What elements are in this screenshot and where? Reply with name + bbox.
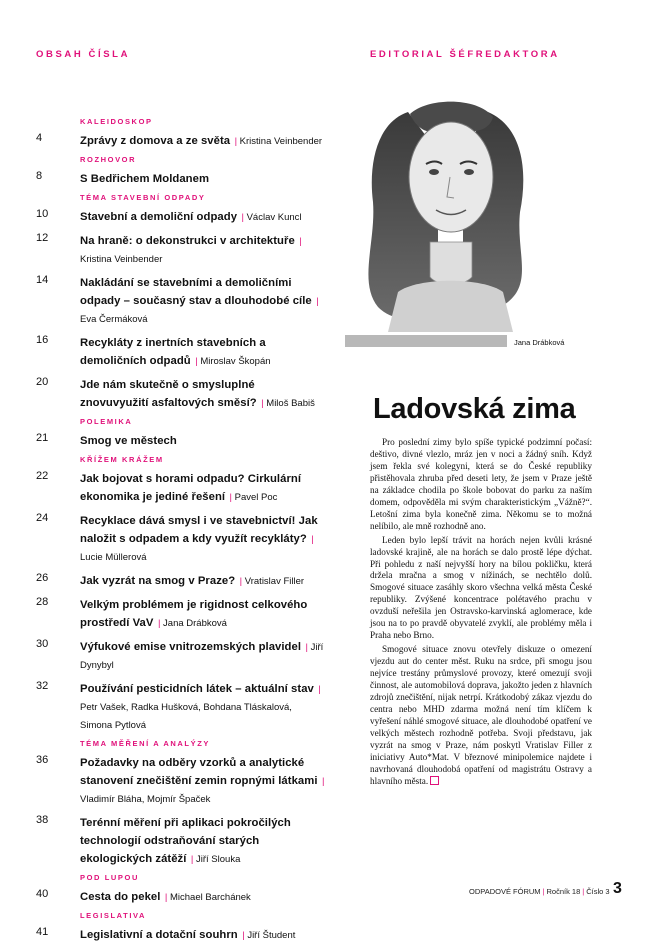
toc-section-label: POLEMIKA <box>80 417 133 426</box>
toc-page-number: 30 <box>36 638 49 650</box>
toc-author: | Kristina Veinbender <box>80 236 302 265</box>
toc-section-label: ROZHOVOR <box>80 155 137 164</box>
toc-author: | Jiří Slouka <box>191 854 240 865</box>
toc-title: Jak vyzrát na smog v Praze? <box>80 575 236 587</box>
toc-author: | Vladimír Bláha, Mojmír Špaček <box>80 776 324 805</box>
toc-entry[interactable] <box>36 887 326 905</box>
toc-title: S Bedřichem Moldanem <box>80 173 210 185</box>
toc-section-label: KŘÍŽEM KRÁŽEM <box>80 455 164 464</box>
toc-author: | Petr Vašek, Radka Hušková, Bohdana Tláskalová, Simona Pytlová <box>80 684 321 731</box>
toc-title: Recyklace dává smysl i ve stavebnictví! Jak naložit s odpadem a kdy využít recykláty? <box>80 515 318 545</box>
toc-page-number: 10 <box>36 208 49 220</box>
toc-entry[interactable] <box>36 925 326 943</box>
toc-section-label: LEGISLATIVA <box>80 911 147 920</box>
toc-page-number: 4 <box>36 132 43 144</box>
toc-author: | Miroslav Škopán <box>195 356 270 367</box>
editorial-paragraph: Leden bylo lepší trávit na horách nejen kvůli krásné ladovské krajině, ale na horách se dalo prostě lépe dýchat. Při pohledu z naší nejvyšší hory na bílou pokličku, která držela mračna a smog v nížinách, se nechtělo dolů. Smogové situace zasáhly skoro všechna velká města České republiky. Zvýšené koncentrace polétavého prachu v ovzduší neřešila jen Ostravsko-karvinská aglomerace, kde jsou na to po pravdě obyvatelé zvyklí, ale problémy měla i Praha nebo Brno. <box>370 534 592 641</box>
toc-header: OBSAH ČÍSLA <box>36 49 131 60</box>
toc-author: | Michael Barchánek <box>165 892 251 903</box>
toc-page-number: 8 <box>36 170 43 182</box>
toc-title: Nakládání se stavebními a demoličními odpady – současný stav a dlouhodobé cíle <box>80 277 312 307</box>
editorial-paragraph-text: Smogové situace znovu otevřely diskuze o omezení vjezdu aut do center měst. Ruku na srdce, při smogu jsou nejvíce trestány průmyslové provozy, které omezují svoji činnost, ale automobilová doprava, jakožto jeden z hlavních zdrojů znečištění, nijak netrpí. Krátkodobý zákaz vjezdu do centra nebo MHD zdarma možná není tím klíčem k vyřešení náhlé smogové situace, ale dlouhodobé opatření ve velkých městech rozhodně potřeba. Svoji představu, jak vyzrát na smog v Praze, nám poskytl Vratislav Filler z iniciativy Auto*Mat. V březnové minipolemice najdete i navrhovaná dlouhodobá opatření od magistrátu Ostravy a hlavního města. <box>370 644 592 786</box>
editorial-body <box>370 437 592 790</box>
toc-page-number: 20 <box>36 376 49 388</box>
toc-entry[interactable] <box>36 813 326 867</box>
toc-title: Legislativní a dotační souhrn <box>80 929 238 941</box>
toc-page-number: 22 <box>36 470 49 482</box>
toc-entry[interactable] <box>36 595 326 631</box>
toc-entry[interactable] <box>36 637 326 673</box>
toc-section-label: POD LUPOU <box>80 873 139 882</box>
toc-title: Smog ve městech <box>80 435 177 447</box>
toc-author: | Václav Kuncl <box>241 212 301 223</box>
toc-title: Stavební a demoliční odpady <box>80 211 238 223</box>
editorial-header: EDITORIAL ŠÉFREDAKTORA <box>370 49 560 60</box>
toc-page-number: 24 <box>36 512 49 524</box>
toc-page-number: 41 <box>36 926 49 938</box>
toc-entry[interactable] <box>36 679 326 733</box>
toc-page-number: 26 <box>36 572 49 584</box>
toc-author: | Pavel Poc <box>230 492 278 503</box>
page-number: 3 <box>613 880 622 897</box>
toc-page-number: 16 <box>36 334 49 346</box>
toc-page-number: 36 <box>36 754 49 766</box>
editorial-headline: Ladovská zima <box>373 393 576 425</box>
toc-entry[interactable] <box>36 753 326 807</box>
toc-title: Zprávy z domova a ze světa <box>80 135 231 147</box>
toc-author: | Jiří Dynybyl <box>80 642 323 671</box>
toc-author: | Jana Drábková <box>158 618 227 629</box>
toc-section-label: KALEIDOSKOP <box>80 117 153 126</box>
toc-title: Výfukové emise vnitrozemských plavidel <box>80 641 302 653</box>
toc-entry[interactable] <box>36 431 326 449</box>
end-mark-icon <box>430 776 439 785</box>
toc-author: | Miloš Babiš <box>261 398 315 409</box>
toc-section-label: TÉMA STAVEBNÍ ODPADY <box>80 193 206 202</box>
toc-author: | Kristina Veinbender <box>235 136 323 147</box>
toc-page-number: 32 <box>36 680 49 692</box>
toc-page-number: 28 <box>36 596 49 608</box>
editorial-paragraph: Pro poslední zimy bylo spíše typické podzimní počasí: deštivo, divné vlezlo, mráz jen v noci a žádný sníh. Když jsem řekla své kolegyni, která se do České republiky přistěhovala zhruba před deseti lety, že jsem v Praze ještě na základce chodila po škole bobovat do parku za naším domem, odpověděla mi svým charakteristickým „Vážně?“. Letošní zima byla konečně zima. Někomu se to možná nelíbilo, ale mně rozhodně ano. <box>370 437 592 531</box>
toc-page-number: 14 <box>36 274 49 286</box>
toc-title: Recykláty z inertních stavebních a demoličních odpadů <box>80 337 266 367</box>
toc-entry[interactable] <box>36 571 326 589</box>
editorial-paragraph <box>370 644 592 787</box>
toc-author: | Vratislav Filler <box>240 576 304 587</box>
toc-entry[interactable] <box>36 131 326 149</box>
toc-author: | Lucie Müllerová <box>80 534 314 563</box>
magazine-name: ODPADOVÉ FÓRUM <box>469 887 541 896</box>
caption-bar <box>345 335 507 347</box>
page-footer: ODPADOVÉ FÓRUM | Ročník 18 | Číslo 3 <box>469 887 610 896</box>
toc-section-label: TÉMA MĚŘENÍ A ANALÝZY <box>80 739 210 748</box>
toc-page-number: 12 <box>36 232 49 244</box>
toc-author: | Jiří Študent <box>242 930 295 941</box>
toc-title: Používání pesticidních látek – aktuální stav <box>80 683 314 695</box>
toc-page-number: 21 <box>36 432 49 444</box>
toc-title: Na hraně: o dekonstrukci v architektuře <box>80 235 295 247</box>
toc-page-number: 40 <box>36 888 49 900</box>
toc-author: | Eva Čermáková <box>80 296 319 325</box>
toc-title: Velkým problémem je rigidnost celkového prostředí VaV <box>80 599 308 629</box>
toc-entry[interactable] <box>36 375 326 411</box>
toc-title: Požadavky na odběry vzorků a analytické stanovení znečištění zemin ropnými látkami <box>80 757 318 787</box>
toc-entry[interactable] <box>36 273 326 327</box>
editor-portrait <box>338 92 550 332</box>
toc-title: Terénní měření při aplikaci pokročilých technologií odstraňování starých ekologických zátěží <box>80 817 291 865</box>
toc-entry[interactable] <box>36 511 326 565</box>
table-of-contents <box>36 117 326 949</box>
toc-entry[interactable] <box>36 333 326 369</box>
issue: Číslo 3 <box>586 887 610 896</box>
volume: Ročník 18 <box>546 887 581 896</box>
portrait-caption: Jana Drábková <box>514 338 565 347</box>
toc-entry[interactable] <box>36 207 326 225</box>
toc-entry[interactable] <box>36 469 326 505</box>
toc-page-number: 38 <box>36 814 49 826</box>
toc-title: Jak bojovat s horami odpadu? Cirkulární ekonomika je jediné řešení <box>80 473 302 503</box>
toc-title: Cesta do pekel <box>80 891 161 903</box>
toc-entry[interactable] <box>36 231 326 267</box>
toc-title: Jde nám skutečně o smysluplné znovuvyužití asfaltových směsí? <box>80 379 257 409</box>
toc-entry[interactable] <box>36 169 326 187</box>
